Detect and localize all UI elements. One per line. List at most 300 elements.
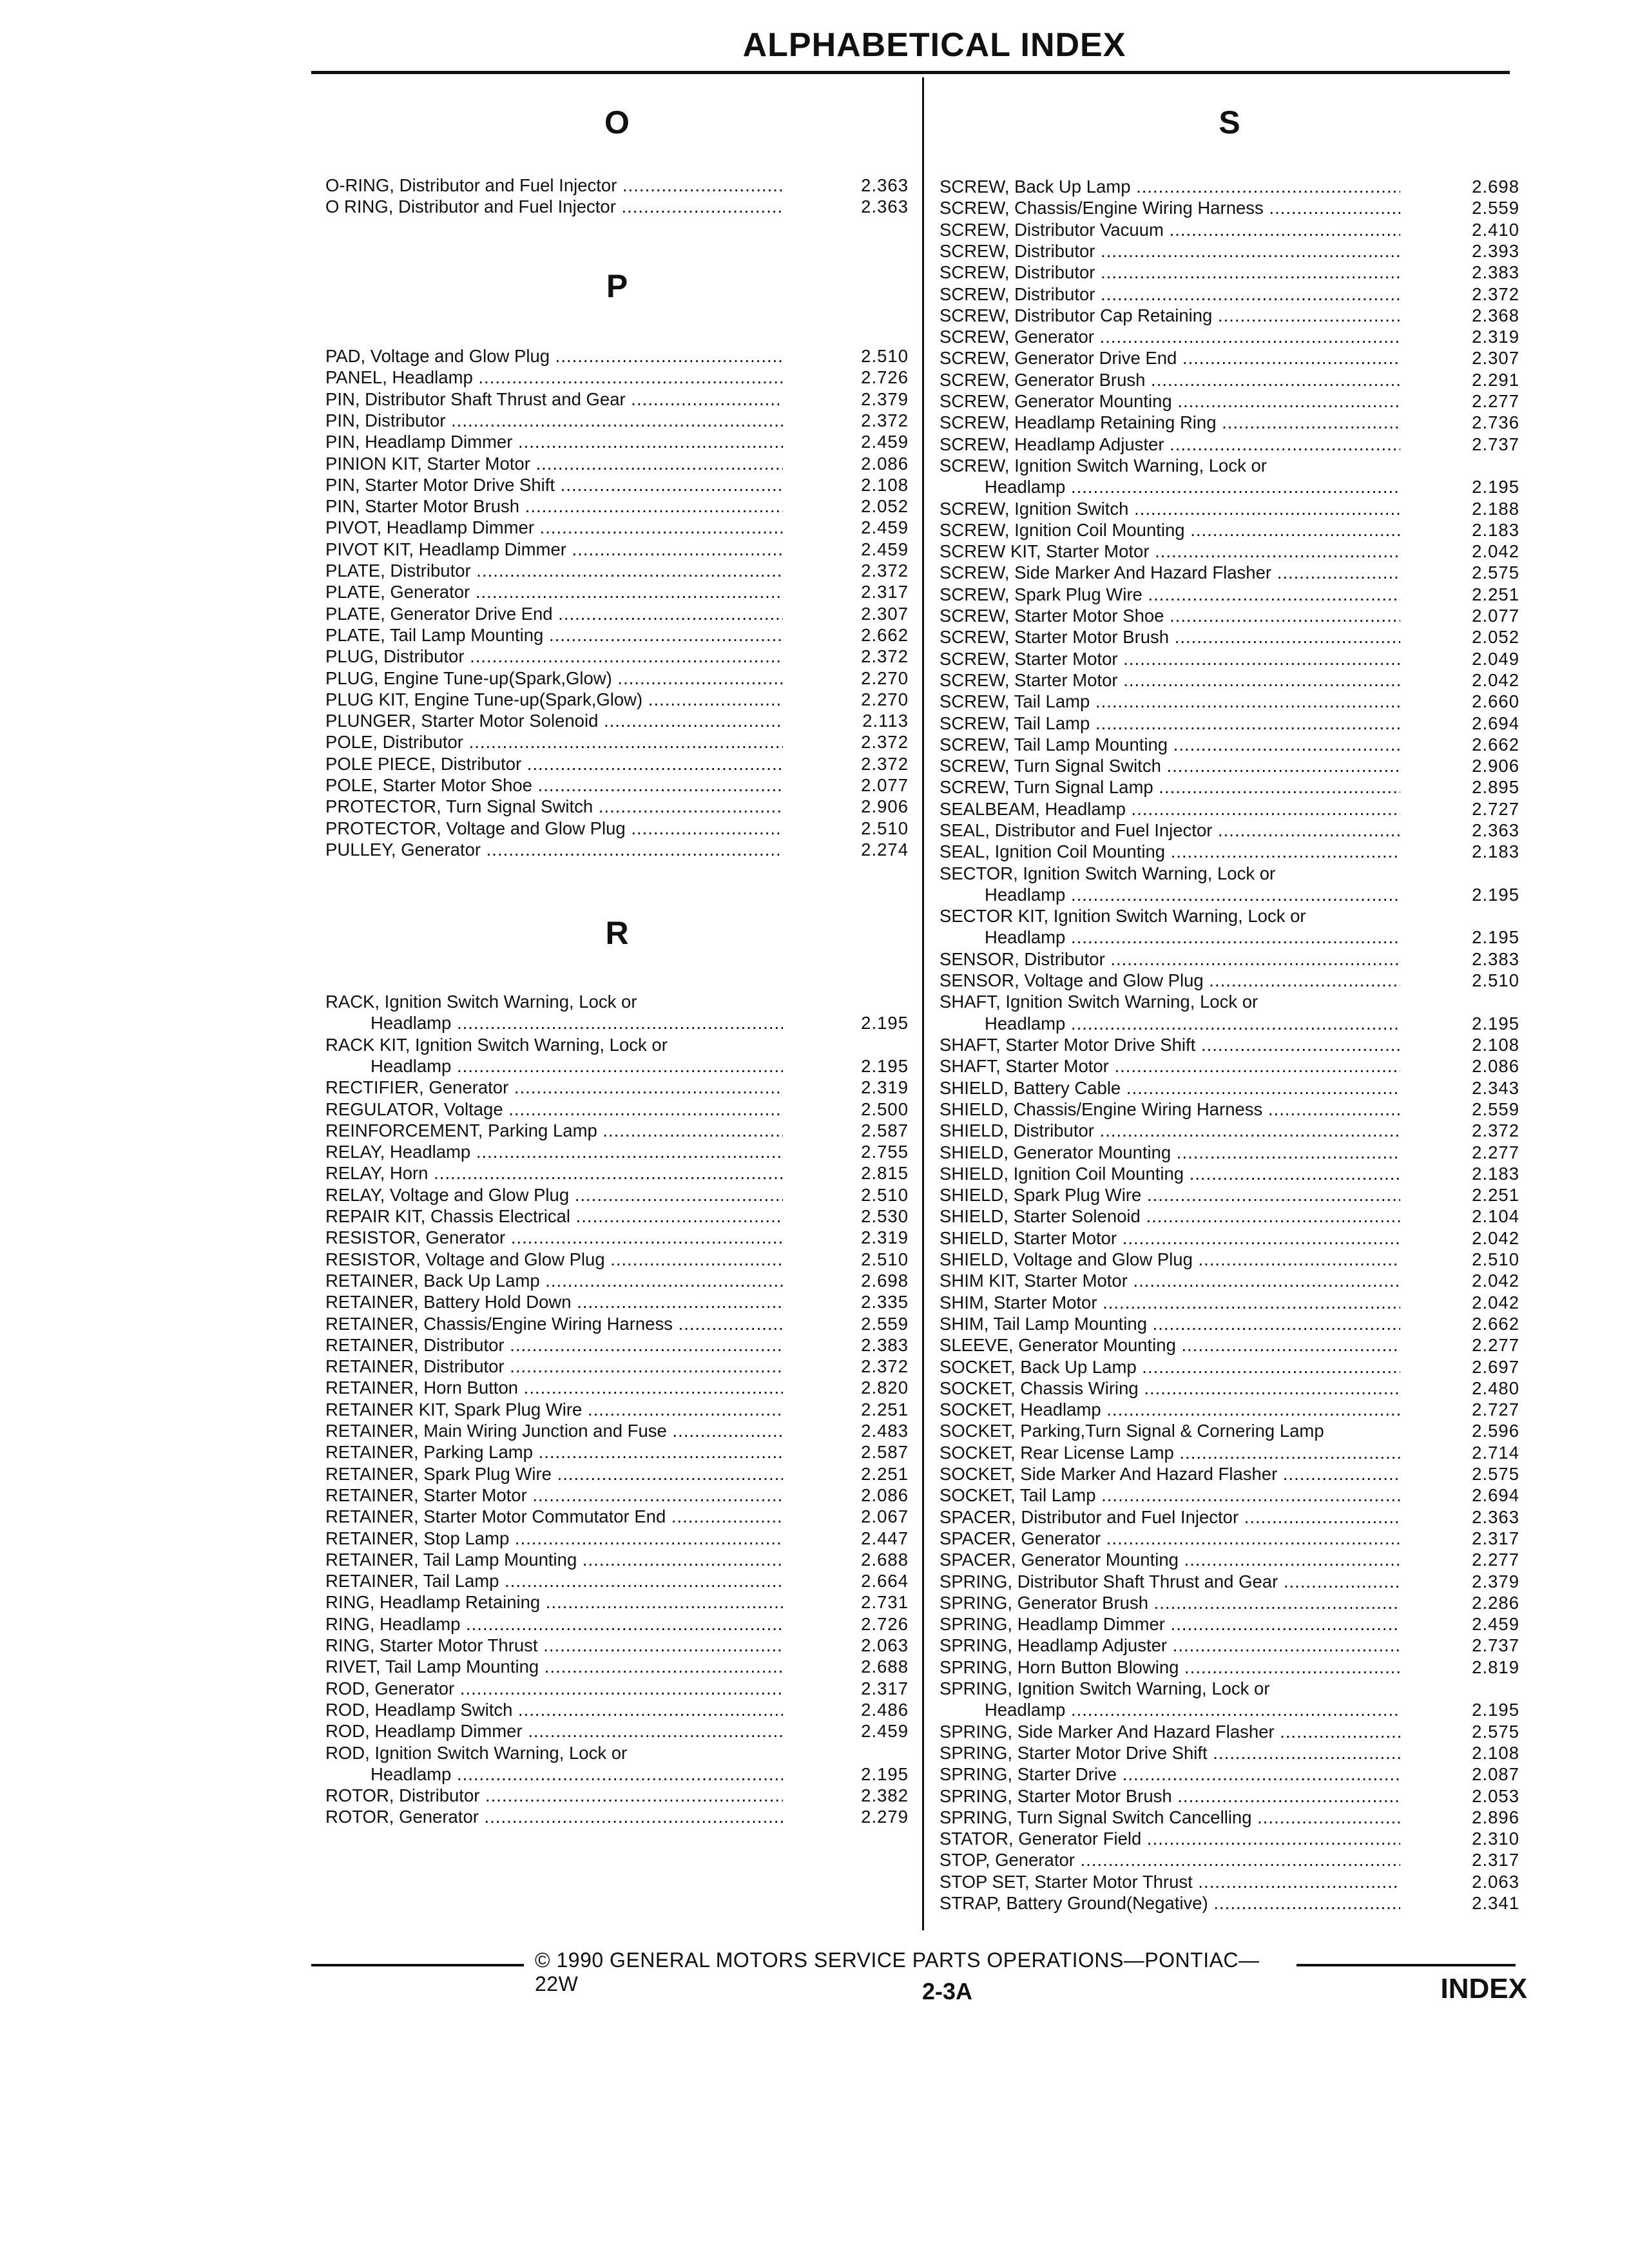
entry-name: RETAINER, Horn Button ..... (325, 1377, 783, 1398)
index-entry (940, 1485, 1519, 1506)
entry-page: 2.662 (861, 624, 909, 645)
index-entry (940, 970, 1519, 991)
index-entry (325, 431, 909, 452)
entry-name: PLATE, Generator Drive End ..... (325, 603, 783, 624)
entry-name: ROD, Ignition Switch Warning, Lock or (325, 1742, 628, 1763)
entry-name: RETAINER, Main Wiring Junction and Fuse ..... (325, 1420, 783, 1441)
entry-page: 2.383 (1472, 948, 1519, 969)
section-letter-p: P (606, 268, 628, 304)
entry-name: SOCKET, Tail Lamp ..... (940, 1485, 1400, 1506)
index-entry (940, 1077, 1519, 1099)
entry-name: POLE PIECE, Distributor ..... (325, 753, 783, 774)
index-entry (325, 581, 909, 602)
entry-name: SOCKET, Headlamp ..... (940, 1399, 1400, 1420)
entry-name: SPRING, Starter Motor Drive Shift ..... (940, 1742, 1400, 1763)
entry-name: O-RING, Distributor and Fuel Injector ..... (325, 175, 783, 196)
entry-name: SPRING, Headlamp Adjuster ..... (940, 1635, 1400, 1656)
index-entry (325, 668, 909, 689)
entry-page: 2.895 (1472, 777, 1519, 798)
entry-name: SECTOR, Ignition Switch Warning, Lock or (940, 863, 1276, 883)
entry-name: SCREW, Distributor Cap Retaining ..... (940, 305, 1400, 326)
entry-page: 2.383 (1472, 262, 1519, 283)
entry-name: SPRING, Turn Signal Switch Cancelling ..... (940, 1807, 1400, 1828)
entry-name: SCREW, Distributor ..... (940, 240, 1400, 262)
entry-name: RETAINER, Parking Lamp ..... (325, 1441, 783, 1463)
index-entry (940, 905, 1519, 948)
entry-name: RETAINER, Starter Motor ..... (325, 1485, 783, 1506)
entry-name: PANEL, Headlamp ..... (325, 367, 783, 388)
entry-name: SOCKET, Parking,Turn Signal & Cornering Lamp (940, 1421, 1324, 1441)
index-entry (940, 176, 1519, 197)
entry-page: 2.379 (861, 389, 909, 409)
entry-name: PROTECTOR, Turn Signal Switch ..... (325, 796, 783, 817)
entry-name: SHIM, Tail Lamp Mounting ..... (940, 1313, 1400, 1334)
index-entry (325, 1528, 909, 1549)
index-entry (940, 1763, 1519, 1785)
entry-page: 2.906 (861, 796, 909, 817)
entry-page: 2.510 (861, 1184, 909, 1205)
entry-name: SEAL, Distributor and Fuel Injector ..... (940, 820, 1400, 841)
index-entry (940, 991, 1519, 1034)
entry-page: 2.510 (1472, 970, 1519, 991)
entry-page: 2.042 (1472, 669, 1519, 690)
entry-name: ROTOR, Distributor ..... (325, 1785, 783, 1806)
entry-page: 2.694 (1472, 1485, 1519, 1506)
entry-name: SHAFT, Starter Motor Drive Shift ..... (940, 1034, 1400, 1055)
entry-page: 2.737 (1472, 434, 1519, 454)
entry-page: 2.077 (861, 775, 909, 795)
entry-page: 2.104 (1472, 1206, 1519, 1227)
entry-page: 2.575 (1472, 1721, 1519, 1742)
entry-name: SCREW, Headlamp Adjuster ..... (940, 434, 1400, 455)
index-entry (325, 1463, 909, 1485)
footer-rule-right (1296, 1964, 1516, 1966)
index-entry (940, 197, 1519, 218)
entry-page: 2.270 (861, 689, 909, 709)
column-divider (922, 77, 924, 1930)
entry-page: 2.559 (861, 1313, 909, 1334)
entry-page: 2.510 (861, 346, 909, 366)
entry-name: SOCKET, Back Up Lamp ..... (940, 1356, 1400, 1378)
entry-page: 2.737 (1472, 1635, 1519, 1656)
entry-name: SCREW, Turn Signal Switch ..... (940, 755, 1400, 776)
index-entry (325, 1077, 909, 1098)
entry-page: 2.270 (861, 668, 909, 688)
entry-name: PAD, Voltage and Glow Plug ..... (325, 345, 783, 367)
entry-page: 2.341 (1472, 1893, 1519, 1913)
entry-name: SPACER, Distributor and Fuel Injector ..... (940, 1506, 1400, 1528)
entry-page: 2.077 (1472, 606, 1519, 626)
index-entry (940, 326, 1519, 347)
entry-name: RESISTOR, Voltage and Glow Plug ..... (325, 1249, 783, 1270)
index-entry (325, 689, 909, 710)
entry-name: SENSOR, Voltage and Glow Plug ..... (940, 970, 1400, 991)
entry-page: 2.195 (861, 1055, 909, 1076)
entry-page: 2.694 (1472, 713, 1519, 733)
entry-page: 2.486 (861, 1699, 909, 1720)
entry-name: PULLEY, Generator ..... (325, 839, 783, 860)
entry-page: 2.042 (1472, 541, 1519, 562)
entry-page: 2.291 (1472, 369, 1519, 390)
entry-name: SPACER, Generator ..... (940, 1528, 1400, 1549)
index-entry (325, 367, 909, 388)
index-entry (325, 1420, 909, 1441)
index-entry (325, 1485, 909, 1506)
index-entry (325, 196, 909, 217)
index-entry (325, 1099, 909, 1120)
entry-page: 2.195 (1472, 1700, 1519, 1720)
index-entry (940, 1120, 1519, 1141)
entry-name: SCREW, Starter Motor Shoe ..... (940, 605, 1400, 626)
entry-page: 2.510 (861, 1249, 909, 1269)
index-entry (325, 1570, 909, 1591)
entry-name: PIN, Distributor ..... (325, 410, 783, 431)
entry-page: 2.559 (1472, 1099, 1519, 1119)
entry-name: SECTOR KIT, Ignition Switch Warning, Lock or (940, 906, 1306, 927)
entry-name: PIN, Starter Motor Drive Shift ..... (325, 474, 783, 495)
index-entry (325, 1120, 909, 1141)
entry-name: PIVOT, Headlamp Dimmer ..... (325, 517, 783, 538)
index-entry (940, 841, 1519, 862)
entry-name-continued: Headlamp ..... (985, 884, 1400, 905)
entry-name: REINFORCEMENT, Parking Lamp ..... (325, 1120, 783, 1141)
index-entry (325, 1506, 909, 1527)
index-entry (940, 1506, 1519, 1528)
entry-page: 2.053 (1472, 1785, 1519, 1806)
section-label: INDEX (1440, 1973, 1527, 2004)
entry-page: 2.042 (1472, 1227, 1519, 1248)
index-entry (940, 1034, 1519, 1055)
entry-name: SCREW, Tail Lamp ..... (940, 713, 1400, 734)
index-entry (325, 603, 909, 624)
entry-name-continued: Headlamp ..... (985, 476, 1400, 497)
entry-name: RETAINER, Distributor ..... (325, 1356, 783, 1377)
index-entry (940, 1807, 1519, 1828)
entry-page: 2.251 (1472, 1185, 1519, 1206)
index-entry (325, 1249, 909, 1270)
entry-name: PLATE, Distributor ..... (325, 560, 783, 581)
entry-page: 2.587 (861, 1442, 909, 1463)
entry-page: 2.755 (861, 1142, 909, 1162)
entry-name: RIVET, Tail Lamp Mounting ..... (325, 1656, 783, 1677)
entry-page: 2.480 (1472, 1378, 1519, 1398)
entry-page: 2.052 (1472, 627, 1519, 648)
entry-page: 2.727 (1472, 1399, 1519, 1420)
entry-name: SCREW, Generator ..... (940, 326, 1400, 347)
index-entry (940, 734, 1519, 755)
entry-name: RECTIFIER, Generator ..... (325, 1077, 783, 1098)
entry-page: 2.086 (861, 1485, 909, 1505)
entry-page: 2.410 (1472, 219, 1519, 240)
entry-page: 2.307 (861, 603, 909, 624)
entry-page: 2.286 (1472, 1592, 1519, 1613)
entry-page: 2.372 (861, 561, 909, 581)
entry-name: SPRING, Ignition Switch Warning, Lock or (940, 1678, 1270, 1698)
index-entry (325, 1549, 909, 1570)
index-entry (940, 626, 1519, 648)
page-number: 2-3A (921, 1978, 973, 2004)
entry-page: 2.596 (1472, 1421, 1519, 1441)
index-entry (325, 1742, 909, 1785)
index-entry (940, 1592, 1519, 1613)
entry-page: 2.183 (1472, 519, 1519, 540)
entry-page: 2.317 (1472, 1528, 1519, 1548)
section-letter-s: S (1219, 104, 1240, 140)
entry-page: 2.660 (1472, 691, 1519, 712)
index-entry (940, 1184, 1519, 1206)
entry-page: 2.510 (861, 818, 909, 838)
entry-name: SHIELD, Chassis/Engine Wiring Harness ..... (940, 1099, 1400, 1120)
entry-name: SHIELD, Starter Motor ..... (940, 1227, 1400, 1249)
entry-name-continued: Headlamp ..... (371, 1012, 783, 1033)
entry-page: 2.067 (861, 1506, 909, 1527)
entry-name: SCREW, Tail Lamp Mounting ..... (940, 734, 1400, 755)
entry-page: 2.086 (1472, 1056, 1519, 1077)
index-entry (940, 347, 1519, 369)
index-entry (940, 948, 1519, 970)
entry-page: 2.372 (861, 732, 909, 753)
page-title: ALPHABETICAL INDEX (742, 26, 1126, 64)
index-entry (940, 434, 1519, 455)
index-entry (940, 1742, 1519, 1763)
index-entry (325, 1184, 909, 1206)
index-entry (325, 1034, 909, 1077)
entry-page: 2.393 (1472, 240, 1519, 261)
entry-page: 2.688 (861, 1549, 909, 1570)
index-entry (325, 539, 909, 560)
index-entry (325, 646, 909, 667)
entry-name: RING, Starter Motor Thrust ..... (325, 1635, 783, 1656)
index-entry (940, 1828, 1519, 1849)
entry-page: 2.459 (861, 1721, 909, 1742)
entry-name: RETAINER, Battery Hold Down ..... (325, 1291, 783, 1312)
entry-name: ROTOR, Generator ..... (325, 1806, 783, 1827)
entry-page: 2.317 (861, 1678, 909, 1698)
index-entry (325, 175, 909, 196)
entry-page: 2.819 (1472, 1657, 1519, 1677)
index-entry (325, 1356, 909, 1377)
index-entry (325, 1806, 909, 1827)
entry-page: 2.815 (861, 1163, 909, 1184)
entry-page: 2.063 (1472, 1871, 1519, 1892)
entry-name: SHIELD, Spark Plug Wire ..... (940, 1184, 1400, 1206)
entry-page: 2.447 (861, 1528, 909, 1548)
entry-page: 2.731 (861, 1592, 909, 1613)
entry-name: O RING, Distributor and Fuel Injector ..... (325, 196, 783, 217)
entry-name: PLATE, Tail Lamp Mounting ..... (325, 624, 783, 646)
entry-name: PLATE, Generator ..... (325, 581, 783, 602)
entry-page: 2.063 (861, 1635, 909, 1655)
entry-name: RETAINER KIT, Spark Plug Wire ..... (325, 1399, 783, 1420)
index-entry (940, 369, 1519, 390)
entry-name: SPRING, Side Marker And Hazard Flasher ..... (940, 1721, 1400, 1742)
entry-name: SCREW, Chassis/Engine Wiring Harness ..... (940, 197, 1400, 218)
index-entry (325, 624, 909, 646)
entry-page: 2.251 (861, 1463, 909, 1484)
index-entry (325, 1227, 909, 1248)
index-entry (940, 519, 1519, 541)
entry-page: 2.279 (861, 1807, 909, 1827)
entry-name: SHIM, Starter Motor ..... (940, 1292, 1400, 1313)
entry-page: 2.688 (861, 1657, 909, 1677)
entry-page: 2.363 (861, 175, 909, 195)
index-entry (940, 1571, 1519, 1592)
entry-name: SPACER, Generator Mounting ..... (940, 1549, 1400, 1570)
entry-page: 2.195 (1472, 1013, 1519, 1033)
entry-name: STATOR, Generator Field ..... (940, 1828, 1400, 1849)
index-entry (940, 1657, 1519, 1678)
entry-page: 2.459 (861, 517, 909, 538)
entry-name: PLUG, Engine Tune-up(Spark,Glow) ..... (325, 668, 783, 689)
index-entry (325, 517, 909, 538)
index-entry (325, 345, 909, 367)
entry-page: 2.382 (861, 1785, 909, 1806)
entry-name: SHAFT, Starter Motor ..... (940, 1055, 1400, 1077)
index-entry (325, 560, 909, 581)
entry-page: 2.363 (1472, 820, 1519, 840)
entry-name: SCREW, Distributor ..... (940, 284, 1400, 305)
entry-page: 2.335 (861, 1292, 909, 1312)
entry-name: RELAY, Voltage and Glow Plug ..... (325, 1184, 783, 1206)
entry-page: 2.820 (861, 1378, 909, 1398)
entry-page: 2.459 (861, 539, 909, 559)
entry-name: RETAINER, Distributor ..... (325, 1334, 783, 1356)
entry-name: SCREW, Spark Plug Wire ..... (940, 584, 1400, 605)
entry-page: 2.277 (1472, 1550, 1519, 1570)
entry-name: ROD, Headlamp Switch ..... (325, 1699, 783, 1720)
entry-name: ROD, Headlamp Dimmer ..... (325, 1720, 783, 1742)
entry-page: 2.500 (861, 1099, 909, 1119)
entry-name: SHIELD, Distributor ..... (940, 1120, 1400, 1141)
index-entry (940, 1635, 1519, 1656)
entry-name: SCREW, Ignition Switch ..... (940, 498, 1400, 519)
entry-name: RING, Headlamp Retaining ..... (325, 1591, 783, 1613)
index-entry (940, 1378, 1519, 1399)
entry-name: SHIELD, Generator Mounting ..... (940, 1142, 1400, 1163)
entry-name: SOCKET, Side Marker And Hazard Flasher ..... (940, 1463, 1400, 1485)
entry-page: 2.372 (861, 753, 909, 774)
entry-name: SCREW KIT, Starter Motor ..... (940, 541, 1400, 562)
entry-page: 2.726 (861, 1613, 909, 1634)
index-entry (325, 839, 909, 860)
index-entry (325, 1334, 909, 1356)
index-entry (940, 1313, 1519, 1334)
entry-name: SCREW, Headlamp Retaining Ring ..... (940, 412, 1400, 433)
entry-name: RACK KIT, Ignition Switch Warning, Lock or (325, 1034, 668, 1055)
entry-name: SHAFT, Ignition Switch Warning, Lock or (940, 992, 1258, 1012)
index-entry (940, 1613, 1519, 1635)
entry-page: 2.195 (1472, 477, 1519, 497)
entry-page: 2.195 (861, 1763, 909, 1784)
index-entry (940, 541, 1519, 562)
entry-name: SENSOR, Distributor ..... (940, 948, 1400, 970)
index-entry (940, 262, 1519, 283)
entry-name: SHIELD, Ignition Coil Mounting ..... (940, 1163, 1400, 1184)
entry-name: SLEEVE, Generator Mounting ..... (940, 1334, 1400, 1356)
entry-name: REGULATOR, Voltage ..... (325, 1099, 783, 1120)
entry-name: RETAINER, Spark Plug Wire ..... (325, 1463, 783, 1485)
index-entry (940, 1142, 1519, 1163)
entry-name: SCREW, Distributor Vacuum ..... (940, 219, 1400, 240)
index-entry (940, 776, 1519, 798)
index-entry (940, 455, 1519, 498)
index-entry (940, 1549, 1519, 1570)
entry-page: 2.698 (861, 1270, 909, 1291)
index-entry (940, 390, 1519, 412)
index-entry (940, 1463, 1519, 1485)
entry-page: 2.383 (861, 1334, 909, 1355)
index-entry (325, 1377, 909, 1398)
entry-name: SCREW, Starter Motor Brush ..... (940, 626, 1400, 648)
entry-page: 2.372 (861, 1356, 909, 1377)
entry-name: SOCKET, Chassis Wiring ..... (940, 1378, 1400, 1399)
index-entry (325, 731, 909, 753)
entry-page: 2.317 (1472, 1850, 1519, 1870)
entry-page: 2.727 (1472, 798, 1519, 819)
index-entry (940, 1399, 1519, 1420)
entry-name: SHIELD, Starter Solenoid ..... (940, 1206, 1400, 1227)
entry-name: PIVOT KIT, Headlamp Dimmer ..... (325, 539, 783, 560)
entry-name: SOCKET, Rear License Lamp ..... (940, 1442, 1400, 1463)
index-entry (325, 774, 909, 796)
index-entry (940, 1721, 1519, 1742)
index-entry (940, 1227, 1519, 1249)
entry-name: SCREW, Ignition Switch Warning, Lock or (940, 455, 1267, 476)
entry-page: 2.277 (1472, 391, 1519, 411)
entry-name: SHIELD, Voltage and Glow Plug ..... (940, 1249, 1400, 1270)
entry-name: PIN, Distributor Shaft Thrust and Gear ..... (325, 389, 783, 410)
index-entry (940, 584, 1519, 605)
entry-name: POLE, Starter Motor Shoe ..... (325, 774, 783, 796)
entry-name: SCREW, Distributor ..... (940, 262, 1400, 283)
index-entry (325, 1635, 909, 1656)
index-entry (940, 820, 1519, 841)
entry-page: 2.363 (1472, 1506, 1519, 1527)
index-entry (325, 1613, 909, 1635)
entry-page: 2.372 (1472, 1120, 1519, 1141)
index-entry (940, 1678, 1519, 1721)
entry-page: 2.368 (1472, 305, 1519, 325)
entry-name: SCREW, Starter Motor ..... (940, 648, 1400, 669)
entry-name: STRAP, Battery Ground(Negative) ..... (940, 1892, 1400, 1914)
index-entry (325, 1785, 909, 1806)
index-entry (940, 305, 1519, 326)
index-entry (325, 1699, 909, 1720)
index-entry (940, 669, 1519, 691)
entry-page: 2.510 (1472, 1249, 1519, 1269)
entry-name: RESISTOR, Generator ..... (325, 1227, 783, 1248)
index-entry (940, 498, 1519, 519)
entry-page: 2.379 (1472, 1571, 1519, 1591)
entry-page: 2.277 (1472, 1142, 1519, 1162)
index-entry (325, 1141, 909, 1162)
index-entry (940, 1892, 1519, 1914)
index-entry (325, 1206, 909, 1227)
entry-page: 2.042 (1472, 1292, 1519, 1312)
index-entry (325, 1591, 909, 1613)
entry-name: SPRING, Generator Brush ..... (940, 1592, 1400, 1613)
entry-name: SCREW, Back Up Lamp ..... (940, 176, 1400, 197)
title-rule (311, 71, 1510, 74)
entry-name: SCREW, Generator Mounting ..... (940, 390, 1400, 412)
entry-page: 2.052 (861, 496, 909, 517)
index-entry (940, 240, 1519, 262)
index-entry (325, 1291, 909, 1312)
entry-page: 2.251 (1472, 584, 1519, 604)
entry-page: 2.317 (861, 582, 909, 602)
index-entry (325, 796, 909, 817)
entry-name: STOP, Generator ..... (940, 1849, 1400, 1870)
